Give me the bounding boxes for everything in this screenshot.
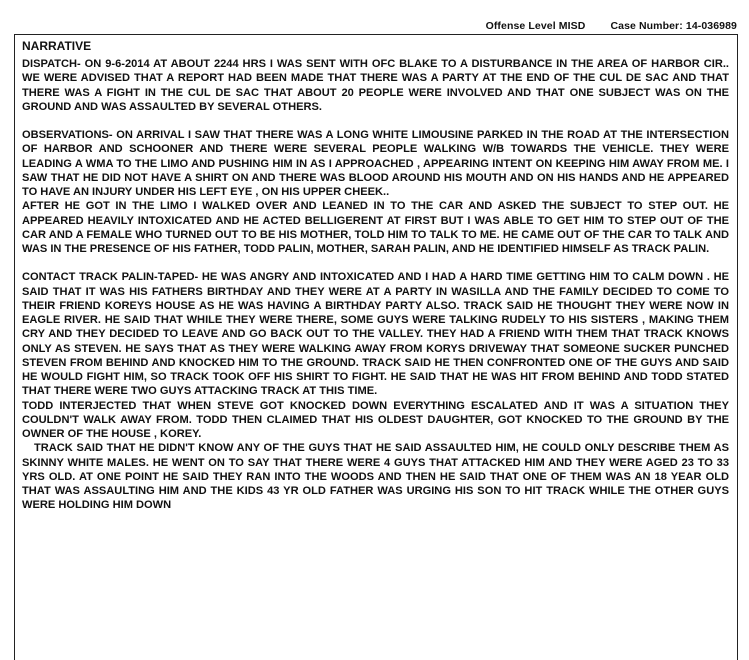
case-number-label: Case Number:: [610, 20, 683, 32]
offense-level-label: Offense Level: [485, 20, 556, 32]
case-number-value: 14-036989: [685, 20, 737, 32]
report-header: [486, 20, 737, 32]
paragraph-track-description: TRACK SAID THAT HE DIDN'T KNOW ANY OF THE GUYS THAT HE SAID ASSAULTED HIM, HE COULD ONLY DESCRIBE THEM AS SKINNY WHITE MALES. HE WENT ON TO SAY THAT THERE WERE 4 GUYS THAT ATTACKED HIM AND THEY WERE AGED 23 TO 33 YRS OLD. AT ONE POINT HE SAID THEY RAN INTO THE WOODS AND THEN HE SAID THAT ONE OF THEM WAS AN 18 YEAR OLD THAT WAS ASSAULTING HIM AND THE KIDS 43 YR OLD FATHER WAS URGING HIS SON TO HIT TRACK WHILE THE OTHER GUYS WERE HOLDING HIM DOWN: [22, 442, 729, 512]
paragraph-limo-contact: AFTER HE GOT IN THE LIMO I WALKED OVER AND LEANED IN TO THE CAR AND ASKED THE SUBJECT TO STEP OUT. HE APPEARED HEAVILY INTOXICATED AND HE ACTED BELLIGERENT AT FIRST BUT I WAS ABLE TO GET HIM TO STEP OUT OF THE CAR AND A FEMALE WHO TURNED OUT TO BE HIS MOTHER, TOLD HIM TO TALK TO ME. HE CAME OUT OF THE CAR TO TALK AND WAS IN THE PRESENCE OF HIS FATHER, TODD PALIN, MOTHER, SARAH PALIN, AND HE IDENTIFIED HIMSELF AS TRACK PALIN.: [22, 200, 729, 255]
paragraph-dispatch: DISPATCH- ON 9-6-2014 AT ABOUT 2244 HRS I WAS SENT WITH OFC BLAKE TO A DISTURBANCE IN THE AREA OF HARBOR CIR.. WE WERE ADVISED THAT A REPORT HAD BEEN MADE THAT THERE WAS A PARTY AT THE END OF THE CUL DE SAC AND THAT THERE WAS A FIGHT IN THE CUL DE SAC THAT ABOUT 20 PEOPLE WERE INVOLVED AND THAT ONE SUBJECT WAS ON THE GROUND AND WAS ASSAULTED BY SEVERAL OTHERS.: [22, 58, 729, 113]
offense-level-value: MISD: [558, 20, 586, 32]
paragraph-observations: OBSERVATIONS- ON ARRIVAL I SAW THAT THERE WAS A LONG WHITE LIMOUSINE PARKED IN THE ROAD AT THE INTERSECTION OF HARBOR AND SCHOONER AND THERE WERE SEVERAL PEOPLE WALKING W/B TOWARDS THE VEHICLE. THEY WERE LEADING A WMA TO THE LIMO AND PUSHING HIM IN AS I APPROACHED , APPEARING INTENT ON KEEPING HIM AWAY FROM ME. I SAW THAT HE DID NOT HAVE A SHIRT ON AND THERE WAS BLOOD AROUND HIS MOUTH AND ON HIS HANDS AND HE APPEARED TO HAVE AN INJURY UNDER HIS LEFT EYE , ON HIS UPPER CHEEK..: [22, 129, 729, 198]
paragraph-contact-track: CONTACT TRACK PALIN-TAPED- HE WAS ANGRY AND INTOXICATED AND I HAD A HARD TIME GETTING HIM TO CALM DOWN . HE SAID THAT IT WAS HIS FATHERS BIRTHDAY AND THEY WERE AT A PARTY IN WASILLA AND THE FAMILY DECIDED TO COME TO THEIR FRIEND KOREYS HOUSE AS HE WAS HAVING A BIRTHDAY PARTY ALSO. TRACK SAID HE THOUGHT THEY WERE NOW IN EAGLE RIVER. HE SAID THAT WHILE THEY WERE THERE, SOME GUYS WERE TALKING RUDELY TO HIS SISTERS , MAKING THEM CRY AND THEY DECIDED TO LEAVE AND GO BACK OUT TO THE VALLEY. THEY HAD A FRIEND WITH THEM THAT TRACK KNOWS ONLY AS STEVEN. HE SAYS THAT AS THEY WERE WALKING AWAY FROM KORYS DRIVEWAY THAT SOMEONE SUCKER PUNCHED STEVEN FROM BEHIND AND KNOCKED HIM TO THE GROUND. TRACK SAID HE THEN CONFRONTED ONE OF THE GUYS AND SAID HE WOULD FIGHT HIM, SO TRACK TOOK OFF HIS SHIRT TO FIGHT. HE SAID THAT HE WAS HIT FROM BEHIND AND TODD STATED THAT THERE WERE TWO GUYS ATTACKING TRACK AT THIS TIME.: [22, 271, 729, 398]
narrative-body: [22, 57, 729, 513]
narrative-title: NARRATIVE: [22, 39, 92, 53]
narrative-box: [14, 34, 738, 660]
paragraph-todd-interjected: TODD INTERJECTED THAT WHEN STEVE GOT KNOCKED DOWN EVERYTHING ESCALATED AND IT WAS A SITUATION THEY COULDN'T WALK AWAY FROM. TODD THEN CLAIMED THAT HIS OLDEST DAUGHTER, GOT KNOCKED TO THE GROUND BY THE OWNER OF THE HOUSE , KOREY.: [22, 399, 729, 440]
